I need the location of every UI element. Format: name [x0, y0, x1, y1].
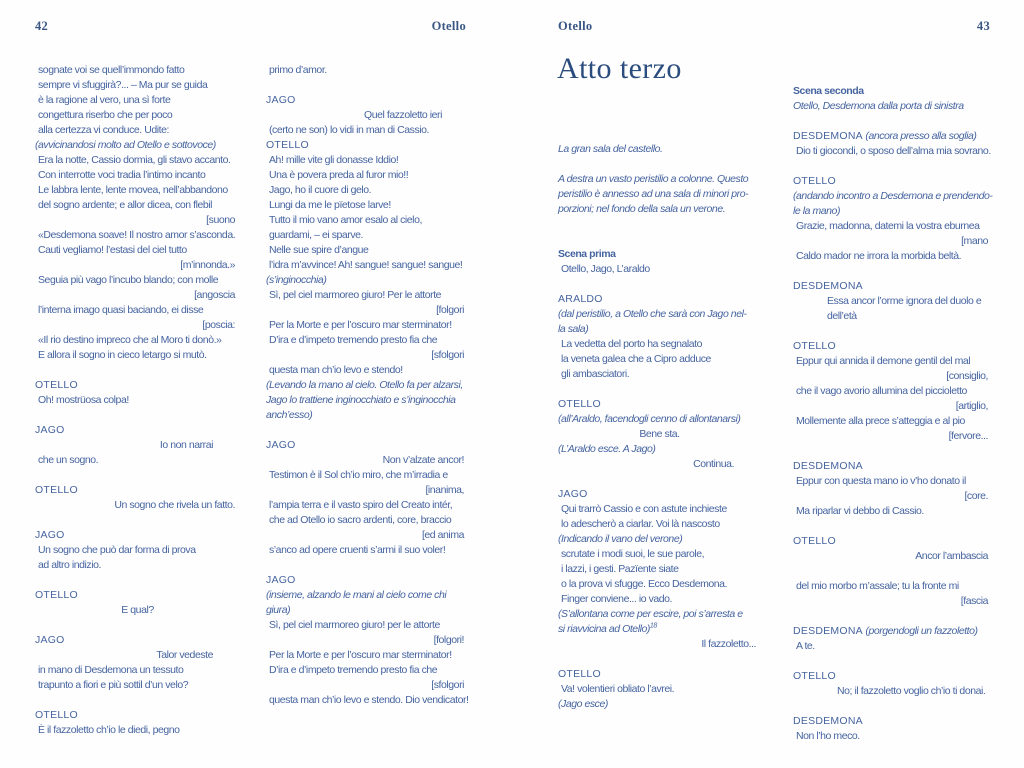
verse-line: Oh! mostrüosa colpa! [38, 394, 129, 406]
verse-line: [inanima, [425, 484, 464, 496]
verse-line: [core. [964, 490, 988, 502]
verse-line: A te. [796, 640, 815, 652]
verse-line: Caldo mador ne irrora la morbida beltà. [796, 250, 962, 262]
verse-line: La vedetta del porto ha segnalato [561, 338, 703, 350]
verse-line: Era la notte, Cassio dormia, gli stavo accanto. [38, 154, 231, 166]
speaker-label: DESDEMONA (ancora presso alla soglia) [793, 130, 977, 142]
footnote-reference: 18 [649, 622, 657, 630]
verse-line: E allora il sogno in cieco letargo si mutò. [38, 349, 207, 361]
verse-line: Con interrotte voci tradia l’intimo incanto [38, 169, 206, 181]
verse-line: gli ambasciatori. [561, 368, 630, 380]
verse-line: Quel fazzoletto ieri [364, 109, 442, 121]
verse-line: del sogno ardente; e allor dicea, con flebil [38, 199, 212, 211]
verse-line: Grazie, madonna, datemi la vostra eburnea [796, 220, 980, 232]
stage-direction: (avvicinandosi molto ad Otello e sottovoce) [35, 139, 216, 151]
verse-line: del mio morbo m’assale; tu la fronte mi [796, 580, 959, 592]
verse-line: «Desdemona soave! Il nostro amor s’asconda. [38, 229, 236, 241]
page-43-column-1 [558, 142, 758, 712]
right-running-head: Otello [558, 19, 593, 33]
verse-line: che un sogno. [38, 454, 99, 466]
verse-line: Il fazzoletto... [701, 638, 756, 650]
stage-direction-inline: (porgendogli un fazzoletto) [862, 625, 978, 637]
stage-direction: peristilio è annesso ad una sala di minori pro- [558, 188, 749, 200]
verse-line: Testimon è il Sol ch’io miro, che m’irradia e [269, 469, 448, 481]
stage-direction: Jago lo trattiene inginocchiato e s’inginocchia [266, 394, 456, 406]
verse-line: Nelle sue spire d’angue [269, 244, 369, 256]
verse-line: Le labbra lente, lente movea, nell’abbandono [38, 184, 228, 196]
verse-line: Sì, pel ciel marmoreo giuro! per le attorte [269, 619, 440, 631]
verse-line: Continua. [693, 458, 734, 470]
verse-line: scrutate i modi suoi, le sue parole, [561, 548, 705, 560]
verse-line: È il fazzoletto ch’io le diedi, pegno [38, 724, 180, 736]
verse-line: Tutto il mio vano amor esalo al cielo, [269, 214, 422, 226]
verse-line: questa man ch’io levo e stendo! [269, 364, 403, 376]
speaker-label: OTELLO [793, 535, 836, 547]
verse-line: [angoscia [194, 289, 235, 301]
verse-line: Cauti vegliamo! l’estasi del ciel tutto [38, 244, 187, 256]
stage-direction: (dal peristilio, a Otello che sarà con Jago nel- [558, 308, 747, 320]
stage-direction: si riavvicina ad Otello)$^{18}$ [558, 622, 657, 635]
speaker-label: OTELLO [793, 340, 836, 352]
verse-line: D’ira e d’impeto tremendo presto fia che [269, 664, 438, 676]
verse-line: primo d’amor. [269, 64, 327, 76]
stage-direction: (Jago esce) [558, 698, 608, 710]
verse-line: lo adescherò a ciarlar. Voi là nascosto [561, 518, 720, 530]
verse-line: [sfolgori [431, 679, 464, 691]
verse-line: la veneta galea che a Cipro adduce [561, 353, 711, 365]
verse-line: E qual? [121, 604, 154, 616]
verse-line: [fascia [960, 595, 988, 607]
verse-line: Un sogno che rivela un fatto. [114, 499, 235, 511]
stage-direction: Otello, Desdemona dalla porta di sinistra [793, 100, 964, 112]
speaker-label: OTELLO [793, 175, 836, 187]
speaker-label: DESDEMONA [793, 280, 863, 292]
verse-line: D’ira e d’impeto tremendo presto fia che [269, 334, 438, 346]
verse-line: in mano di Desdemona un tessuto [38, 664, 184, 676]
verse-line: [suono [206, 214, 235, 226]
speaker-label: DESDEMONA [793, 460, 863, 472]
verse-line: [fervore... [948, 430, 988, 442]
verse-line: Otello, Jago, L’araldo [561, 263, 650, 275]
verse-line: Dio ti giocondi, o sposo dell’alma mia sovrano. [796, 145, 991, 157]
verse-line: [poscia: [202, 319, 235, 331]
stage-direction: (s’inginocchia) [266, 274, 327, 286]
page-42-column-2 [266, 63, 469, 708]
verse-line: (certo ne son) lo vidi in man di Cassio. [269, 124, 429, 136]
speaker-label: OTELLO [35, 709, 78, 721]
speaker-label: JAGO [35, 529, 65, 541]
speaker-label: OTELLO [35, 589, 78, 601]
stage-direction: porzioni; nel fondo della sala un verone. [558, 203, 726, 215]
verse-line: guardami, – ei sparve. [269, 229, 363, 241]
verse-line: [artiglio, [955, 400, 988, 412]
verse-line: l’interna imago quasi baciando, ei disse [38, 304, 204, 316]
verse-line: i lazzi, i gesti. Pazïente siate [561, 563, 679, 575]
verse-line: Un sogno che può dar forma di prova [38, 544, 196, 556]
verse-line: Finger conviene... io vado. [561, 593, 673, 605]
stage-direction: anch’esso) [266, 409, 313, 421]
verse-line: Jago, ho il cuore di gelo. [269, 184, 372, 196]
verse-line: l’idra m’avvince! Ah! sangue! sangue! sangue! [269, 259, 463, 271]
stage-direction: la sala) [558, 323, 589, 335]
verse-line: congettura riserbo che per poco [38, 109, 173, 121]
verse-line: [ed anima [421, 529, 464, 541]
act-title: Atto terzo [557, 52, 682, 85]
verse-line: o la prova vi sfugge. Ecco Desdemona. [561, 578, 728, 590]
speaker-label: OTELLO [558, 398, 601, 410]
stage-direction: A destra un vasto peristilio a colonne. Questo [558, 173, 749, 185]
verse-line: [folgori! [433, 634, 464, 646]
verse-line: sempre vi sfuggirà?... – Ma pur se guida [38, 79, 208, 91]
speaker-label: JAGO [266, 94, 296, 106]
verse-line: [consiglio, [946, 370, 988, 382]
left-running-head: Otello [431, 19, 466, 33]
speaker-label: JAGO [266, 439, 296, 451]
stage-direction: (andando incontro a Desdemona e prendendo- [793, 190, 993, 202]
verse-line: «Il rio destino impreco che al Moro ti donò.» [38, 334, 222, 346]
verse-line: Lungi da me le pïetose larve! [269, 199, 391, 211]
verse-line: trapunto a fiori e più sottil d’un velo? [38, 679, 189, 691]
scene-heading: Scena prima [558, 248, 616, 260]
speaker-label: ARALDO [558, 293, 603, 305]
speaker-label: OTELLO [266, 139, 309, 151]
speaker-label: JAGO [35, 424, 65, 436]
speaker-label: JAGO [558, 488, 588, 500]
stage-direction: (S’allontana come per escire, poi s’arresta e [558, 608, 743, 620]
right-page-number: 43 [976, 19, 990, 33]
stage-direction: giura) [266, 604, 291, 616]
verse-line: questa man ch’io levo e stendo. Dio vendicator! [269, 694, 469, 706]
stage-direction: (all’Araldo, facendogli cenno di allontanarsi) [558, 413, 741, 425]
verse-line: Sì, pel ciel marmoreo giuro! Per le attorte [269, 289, 442, 301]
verse-line: No; il fazzoletto voglio ch’io ti donai. [837, 685, 986, 697]
verse-line: s’anco ad opere cruenti s’armi il suo voler! [269, 544, 446, 556]
verse-line: [folgori [436, 304, 464, 316]
verse-line: Qui trarrò Cassio e con astute inchieste [561, 503, 727, 515]
stage-direction: La gran sala del castello. [558, 143, 663, 155]
speaker-label: OTELLO [793, 670, 836, 682]
verse-line: Ancor l’ambascia [915, 550, 988, 562]
verse-line: [m’innonda.» [180, 259, 235, 271]
verse-line: ad altro indizio. [38, 559, 101, 571]
verse-line: Mollemente alla prece s’atteggia e al pio [796, 415, 965, 427]
verse-line: Per la Morte e per l’oscuro mar sterminator! [269, 649, 452, 661]
speaker-label: OTELLO [35, 379, 78, 391]
stage-direction: (Indicando il vano del verone) [558, 533, 683, 545]
verse-line: Eppur qui annida il demone gentil del mal [796, 355, 971, 367]
verse-line: Essa ancor l’orme ignora del duolo e [827, 295, 982, 307]
verse-line: Eppur con questa mano io v’ho donato il [796, 475, 966, 487]
verse-line: Ma riparlar vi debbo di Cassio. [796, 505, 924, 517]
verse-line: Ah! mille vite gli donasse Iddio! [269, 154, 399, 166]
verse-line: Non l’ho meco. [796, 730, 860, 742]
verse-line: Bene sta. [639, 428, 680, 440]
speaker-label: DESDEMONA [793, 715, 863, 727]
stage-direction: le la mano) [793, 205, 840, 217]
verse-line: alla certezza vi conduce. Udite: [38, 124, 169, 136]
verse-line: sognate voi se quell’immondo fatto [38, 64, 185, 76]
page-43-column-2 [793, 84, 993, 744]
verse-line: [mano [961, 235, 988, 247]
verse-line: Seguia più vago l’incubo blando; con molle [38, 274, 219, 286]
verse-line: Per la Morte e per l’oscuro mar sterminator! [269, 319, 452, 331]
verse-line: Non v’alzate ancor! [382, 454, 464, 466]
speaker-label: JAGO [266, 574, 296, 586]
verse-line: Talor vedeste [156, 649, 213, 661]
verse-line: che ad Otello io sacro ardenti, core, braccio [269, 514, 452, 526]
speaker-label: OTELLO [558, 668, 601, 680]
verse-line: dell’età [827, 310, 857, 322]
verse-line: Va! volentieri obliato l’avrei. [561, 683, 675, 695]
page-42-column-1 [35, 63, 237, 738]
stage-direction-inline: (ancora presso alla soglia) [862, 130, 977, 142]
scene-heading: Scena seconda [793, 85, 864, 97]
verse-line: Una è povera preda al furor mio!! [269, 169, 409, 181]
left-page-number: 42 [35, 19, 49, 33]
stage-direction: (insieme, alzando le mani al cielo come chi [266, 589, 447, 601]
verse-line: che il vago avorio allumina del piccioletto [796, 385, 967, 397]
stage-direction: (L’Araldo esce. A Jago) [558, 443, 656, 455]
verse-line: Io non narrai [159, 439, 213, 451]
verse-line: l’ampia terra e il vasto spiro del Creato intér, [269, 499, 453, 511]
speaker-label: OTELLO [35, 484, 78, 496]
stage-direction: (Levando la mano al cielo. Otello fa per alzarsi, [266, 379, 463, 391]
verse-line: è la ragione al vero, una sì forte [38, 94, 171, 106]
speaker-label: JAGO [35, 634, 65, 646]
verse-line: [sfolgori [431, 349, 464, 361]
speaker-label: DESDEMONA (porgendogli un fazzoletto) [793, 625, 978, 637]
